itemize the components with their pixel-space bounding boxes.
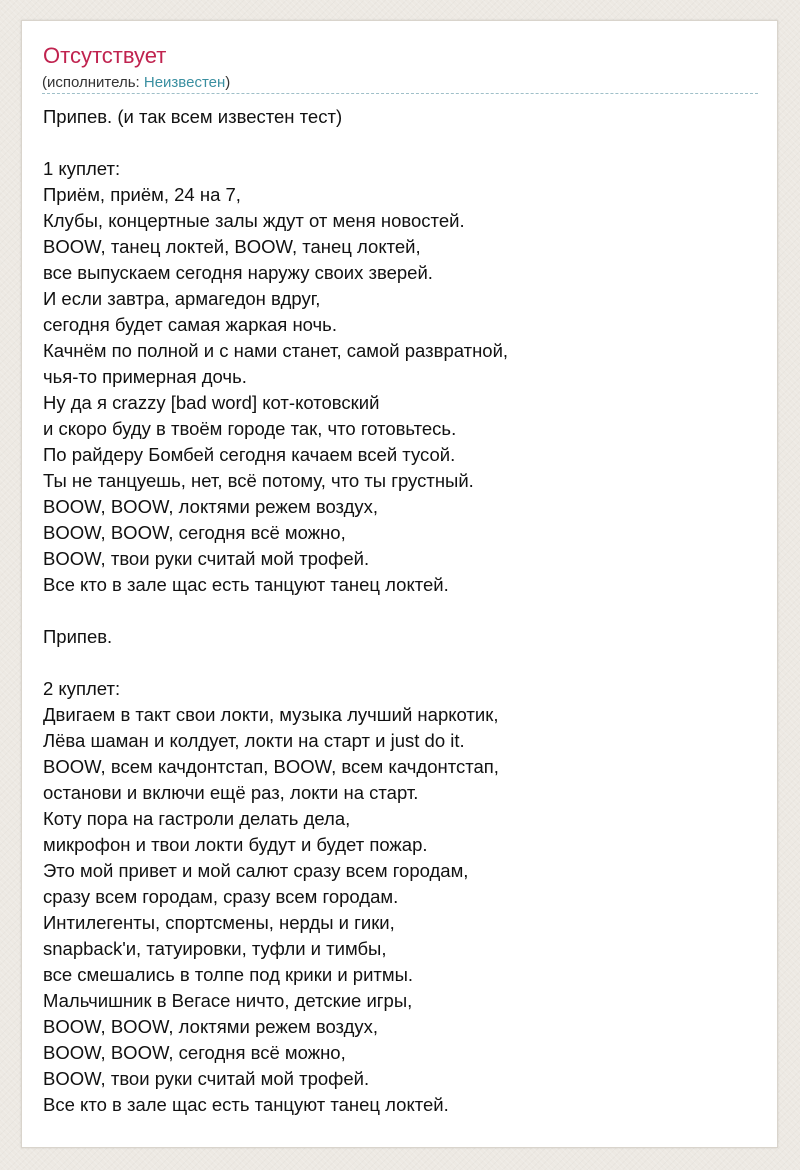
- lyric-line: BOOW, твои руки считай мой трофей.: [43, 548, 370, 569]
- lyric-line: все смешались в толпе под крики и ритмы.: [43, 964, 414, 985]
- lyric-line: сразу всем городам, сразу всем городам.: [43, 886, 399, 907]
- lyrics-text: [43, 104, 758, 1118]
- lyric-line: Клубы, концертные залы ждут от меня новостей.: [43, 210, 465, 231]
- lyric-line: BOOW, всем качдонтстап, BOOW, всем качдонтстап,: [43, 756, 499, 777]
- lyric-line: BOOW, танец локтей, BOOW, танец локтей,: [43, 236, 421, 257]
- lyric-line: все выпускаем сегодня наружу своих зверей.: [43, 262, 433, 283]
- lyric-line: Интилегенты, спортсмены, нерды и гики,: [43, 912, 395, 933]
- lyric-line: Припев.: [43, 626, 113, 647]
- lyric-line: чья-то примерная дочь.: [43, 366, 247, 387]
- song-title: Отсутствует: [43, 43, 167, 68]
- lyric-line: Лёва шаман и колдует, локти на старт и just do it.: [43, 730, 465, 751]
- lyric-line: Это мой привет и мой салют сразу всем городам,: [43, 860, 469, 881]
- lyrics-card: [21, 20, 778, 1148]
- lyric-line: Мальчишник в Вегасе ничто, детские игры,: [43, 990, 413, 1011]
- lyric-line: микрофон и твои локти будут и будет пожар.: [43, 834, 428, 855]
- lyric-line: сегодня будет самая жаркая ночь.: [43, 314, 337, 335]
- lyric-line: Все кто в зале щас есть танцуют танец локтей.: [43, 574, 449, 595]
- lyric-line: [43, 130, 758, 156]
- lyric-line: Ну да я crazzy [bad word] кот-котовский: [43, 392, 380, 413]
- lyric-line: Все кто в зале щас есть танцуют танец локтей.: [43, 1094, 449, 1115]
- lyric-line: snapback'и, татуировки, туфли и тимбы,: [43, 938, 387, 959]
- lyric-line: Приём, приём, 24 на 7,: [43, 184, 241, 205]
- title-divider: [42, 93, 758, 94]
- lyric-line: BOOW, BOOW, локтями режем воздух,: [43, 496, 379, 517]
- lyric-line: Качнём по полной и с нами станет, самой развратной,: [43, 340, 509, 361]
- lyric-line: BOOW, BOOW, сегодня всё можно,: [43, 522, 346, 543]
- lyric-line: Двигаем в такт свои локти, музыка лучший наркотик,: [43, 704, 499, 725]
- artist-line: [42, 73, 230, 92]
- lyric-line: BOOW, BOOW, локтями режем воздух,: [43, 1016, 379, 1037]
- lyric-line: [43, 650, 758, 676]
- lyric-line: И если завтра, армагедон вдруг,: [43, 288, 321, 309]
- lyric-line: [43, 598, 758, 624]
- lyric-line: Коту пора на гастроли делать дела,: [43, 808, 351, 829]
- lyric-line: и скоро буду в твоём городе так, что готовьтесь.: [43, 418, 457, 439]
- artist-suffix: ): [225, 74, 231, 91]
- lyric-line: По райдеру Бомбей сегодня качаем всей тусой.: [43, 444, 456, 465]
- artist-link[interactable]: Неизвестен: [143, 74, 226, 91]
- lyric-line: Ты не танцуешь, нет, всё потому, что ты грустный.: [43, 470, 474, 491]
- lyric-line: BOOW, BOOW, сегодня всё можно,: [43, 1042, 346, 1063]
- lyric-line: Припев. (и так всем известен тест): [43, 106, 343, 127]
- lyric-line: 2 куплет:: [43, 678, 121, 699]
- lyric-line: BOOW, твои руки считай мой трофей.: [43, 1068, 370, 1089]
- lyric-line: 1 куплет:: [43, 158, 121, 179]
- artist-prefix: (исполнитель:: [42, 74, 144, 91]
- lyric-line: останови и включи ещё раз, локти на старт.: [43, 782, 419, 803]
